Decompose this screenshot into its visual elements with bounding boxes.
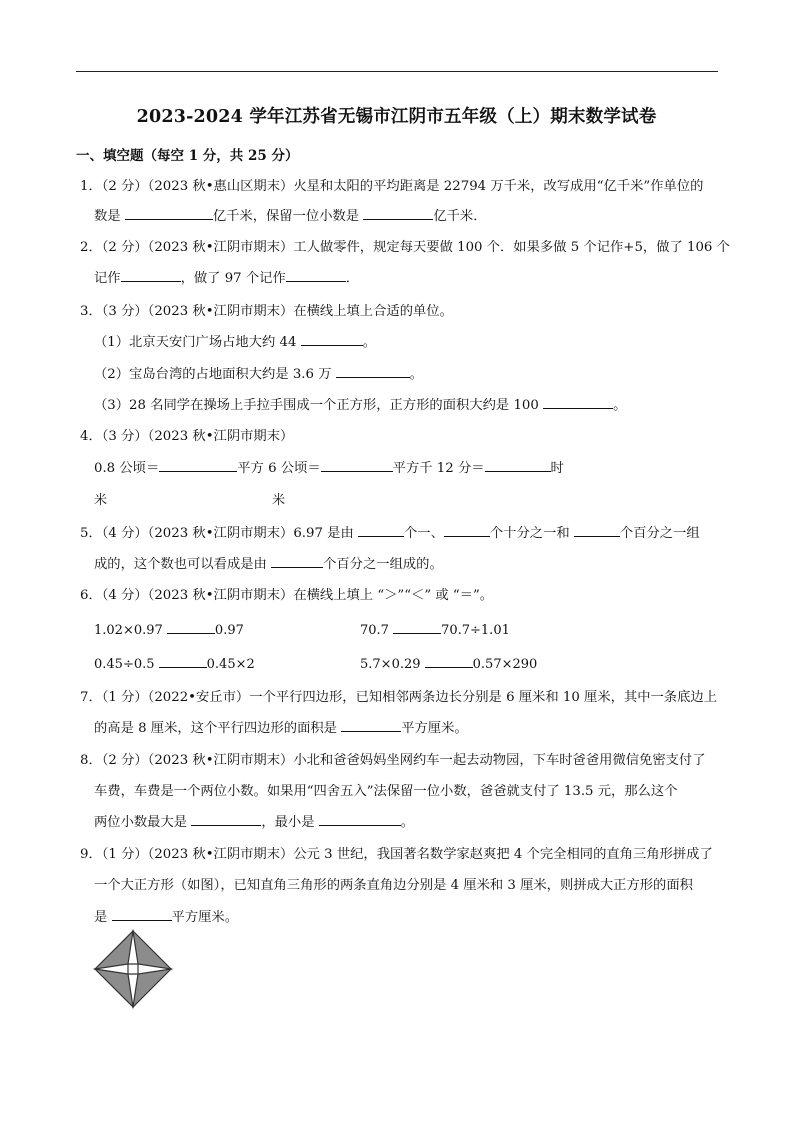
answer-blank[interactable]: [363, 205, 433, 220]
q6-line1: 6．（4 分）（2023 秋•江阴市期末）在横线上填上 “＞”“＜” 或 “＝”。: [80, 588, 494, 603]
q9-line3: 是 平方厘米。: [94, 906, 238, 925]
q8-line3: 两位小数最大是 ，最小是 。: [94, 811, 414, 830]
answer-blank[interactable]: [393, 619, 441, 634]
answer-blank[interactable]: [444, 522, 490, 537]
q2-line1: 2．（2 分）（2023 秋•江阴市期末）工人做零件，规定每天要做 100 个．如果多做 5 个记作+5，做了 106 个: [80, 240, 730, 255]
q5-line2: 成的，这个数也可以看成是由 个百分之一组成的。: [94, 553, 443, 572]
q6-compare-4: 5.7×0.29 0.57×290: [360, 653, 537, 672]
answer-blank[interactable]: [301, 331, 363, 346]
q4-line1: 4．（3 分）（2023 秋•江阴市期末）: [80, 429, 294, 444]
answer-blank[interactable]: [574, 522, 620, 537]
q2-line2: 记作 ，做了 97 个记作 ．: [94, 267, 359, 286]
right-triangle: [95, 931, 133, 969]
answer-blank[interactable]: [321, 457, 393, 472]
q9-line2: 一个大正方形（如图），已知直角三角形的两条直角边分别是 4 厘米和 3 厘米，则拼成大正方形的面积: [94, 878, 693, 893]
right-triangle: [133, 969, 171, 1007]
q4-unit-wrap: 米: [272, 493, 286, 508]
answer-blank[interactable]: [286, 267, 346, 282]
q6-compare-3: 0.45÷0.5 0.45×2: [94, 653, 255, 672]
q3-sub2: （2）宝岛台湾的占地面积大约是 3.6 万 。: [94, 363, 423, 382]
q8-line1: 8．（2 分）（2023 秋•江阴市期末）小北和爸爸妈妈坐网约车一起去动物园，下车时爸爸用微信免密支付了: [80, 753, 706, 768]
answer-blank[interactable]: [358, 522, 404, 537]
answer-blank[interactable]: [167, 619, 215, 634]
q4-unit-wrap: 米: [94, 493, 108, 508]
answer-blank[interactable]: [425, 653, 473, 668]
inner-square: [128, 964, 138, 974]
header-rule: [76, 71, 718, 72]
q3-sub3: （3）28 名同学在操场上手拉手围成一个正方形，正方形的面积大约是 100 。: [94, 394, 626, 413]
answer-blank[interactable]: [485, 457, 551, 472]
q8-line2: 车费，车费是一个两位小数。如果用“四舍五入”法保留一位小数，爸爸就支付了 13.5 元，那么这个: [94, 784, 678, 799]
q5-line1: 5．（4 分）（2023 秋•江阴市期末）6.97 是由 个一、 个十分之一和 个百分之一组: [80, 522, 700, 541]
answer-blank[interactable]: [125, 205, 213, 220]
q6-compare-1: 1.02×0.97 0.97: [94, 619, 244, 638]
answer-blank[interactable]: [336, 363, 410, 378]
answer-blank[interactable]: [159, 457, 237, 472]
answer-blank[interactable]: [319, 811, 401, 826]
q3-sub1: （1）北京天安门广场占地大约 44 。: [94, 331, 376, 350]
section-heading: 一、填空题（每空 1 分，共 25 分）: [76, 148, 299, 164]
answer-blank[interactable]: [191, 811, 261, 826]
q7-line1: 7．（1 分）（2022•安丘市）一个平行四边形，已知相邻两条边长分别是 6 厘米和 10 厘米，其中一条底边上: [80, 690, 717, 705]
q3-line1: 3．（3 分）（2023 秋•江阴市期末）在横线上填上合适的单位。: [80, 304, 453, 319]
q9-line1: 9．（1 分）（2023 秋•江阴市期末）公元 3 世纪，我国著名数学家赵爽把 4 个完全相同的直角三角形拼成了: [80, 847, 713, 862]
answer-blank[interactable]: [121, 267, 181, 282]
answer-blank[interactable]: [543, 394, 613, 409]
q7-line2: 的高是 8 厘米，这个平行四边形的面积是 平方厘米。: [94, 717, 468, 736]
q6-compare-2: 70.7 70.7÷1.01: [360, 619, 510, 638]
zhao-shuang-square-figure: [92, 928, 174, 1010]
q1-line2: 数是 亿千米，保留一位小数是 亿千米．: [94, 205, 487, 224]
q4-conversions: 0.8 公顷＝ 平方 6 公顷＝ 平方千 12 分＝ 时: [94, 457, 564, 476]
answer-blank[interactable]: [271, 553, 323, 568]
q1-line1: 1．（2 分）（2023 秋•惠山区期末）火星和太阳的平均距离是 22794 万千米，改写成用“亿千米”作单位的: [80, 179, 704, 194]
right-triangle: [95, 969, 133, 1007]
answer-blank[interactable]: [112, 906, 172, 921]
right-triangle: [133, 931, 171, 969]
answer-blank[interactable]: [159, 653, 207, 668]
page-title: 2023-2024 学年江苏省无锡市江阴市五年级（上）期末数学试卷: [136, 107, 657, 127]
answer-blank[interactable]: [341, 717, 401, 732]
